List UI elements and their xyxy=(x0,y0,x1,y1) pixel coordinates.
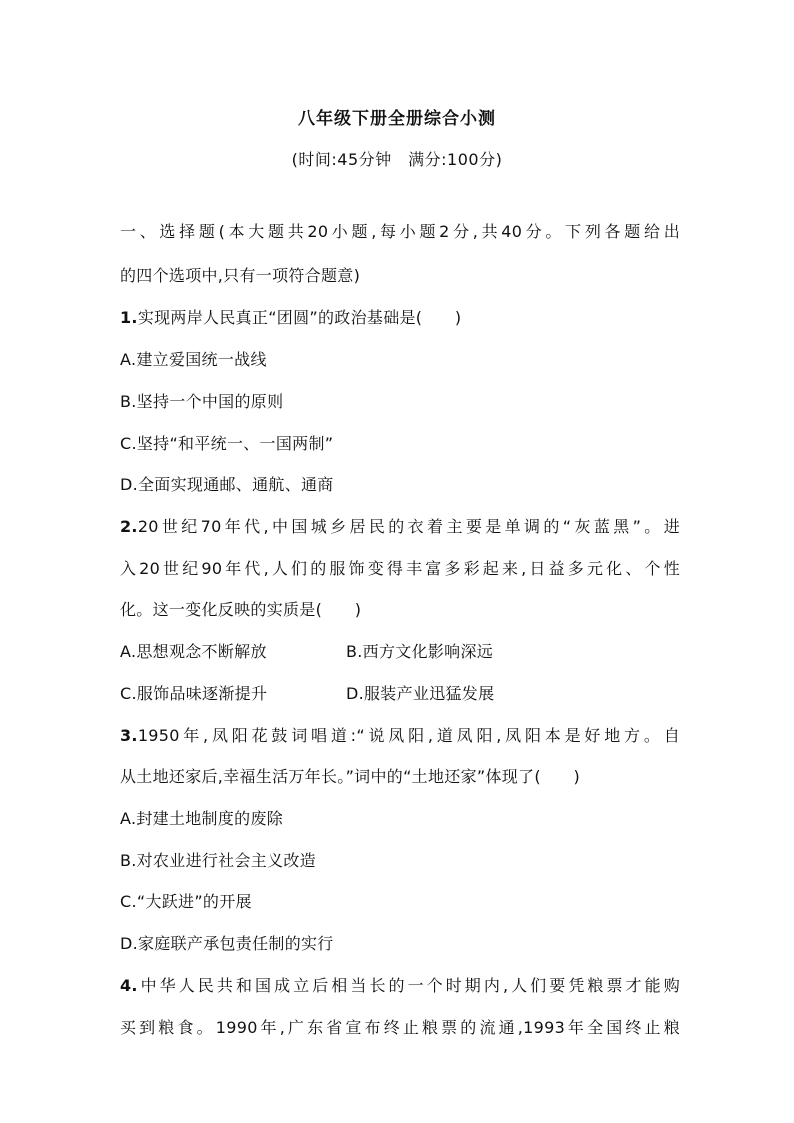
q3-option-d: D.家庭联产承包责任制的实行 xyxy=(120,934,334,953)
section-heading-line-2: 的四个选项中,只有一项符合题意) xyxy=(120,266,361,285)
page-title: 八年级下册全册综合小测 xyxy=(298,109,496,129)
question-number: 1. xyxy=(120,308,138,327)
q2-option-d: D.服装产业迅猛发展 xyxy=(346,684,495,703)
question-stem: 20世纪70年代,中国城乡居民的衣着主要是单调的“灰蓝黑”。进 xyxy=(137,517,680,536)
question-number: 3. xyxy=(120,726,138,745)
q2-option-c: C.服饰品味逐渐提升 xyxy=(120,684,268,703)
q3-option-a: A.封建土地制度的废除 xyxy=(120,809,284,828)
q1-option-c: C.坚持“和平统一、一国两制” xyxy=(120,434,334,453)
q1-option-d: D.全面实现通邮、通航、通商 xyxy=(120,475,334,494)
q3-option-c: C.“大跃进”的开展 xyxy=(120,892,252,911)
question-4-line-2: 买到粮食。1990年,广东省宣布终止粮票的流通,1993年全国终止粮 xyxy=(120,1018,680,1037)
question-1 xyxy=(120,305,680,328)
question-number: 2. xyxy=(120,517,138,536)
q3-option-b: B.对农业进行社会主义改造 xyxy=(120,851,316,870)
q2-option-a: A.思想观念不断解放 xyxy=(120,642,267,661)
q1-option-b: B.坚持一个中国的原则 xyxy=(120,392,284,411)
question-stem: 中华人民共和国成立后相当长的一个时期内,人们要凭粮票才能购 xyxy=(137,976,680,995)
q1-option-a: A.建立爱国统一战线 xyxy=(120,350,267,369)
question-number: 4. xyxy=(120,976,138,995)
question-2-line-3: 化。这一变化反映的实质是( ) xyxy=(120,600,362,619)
page-subtitle: (时间:45分钟 满分:100分) xyxy=(291,150,503,169)
q2-option-b: B.西方文化影响深远 xyxy=(346,642,494,661)
question-2-line-2: 入20世纪90年代,人们的服饰变得丰富多彩起来,日益多元化、个性 xyxy=(120,559,680,578)
question-stem: 1950年,凤阳花鼓词唱道:“说凤阳,道凤阳,凤阳本是好地方。自 xyxy=(137,726,680,745)
question-stem: 实现两岸人民真正“团圆”的政治基础是( ) xyxy=(137,308,462,327)
question-3-line-2: 从土地还家后,幸福生活万年长。”词中的“土地还家”体现了( ) xyxy=(120,767,581,786)
question-3-line-1 xyxy=(120,723,680,746)
question-2-line-1 xyxy=(120,514,680,537)
section-heading-line-1: 一、选择题(本大题共20小题,每小题2分,共40分。下列各题给出 xyxy=(120,222,680,241)
question-4-line-1 xyxy=(120,973,680,996)
